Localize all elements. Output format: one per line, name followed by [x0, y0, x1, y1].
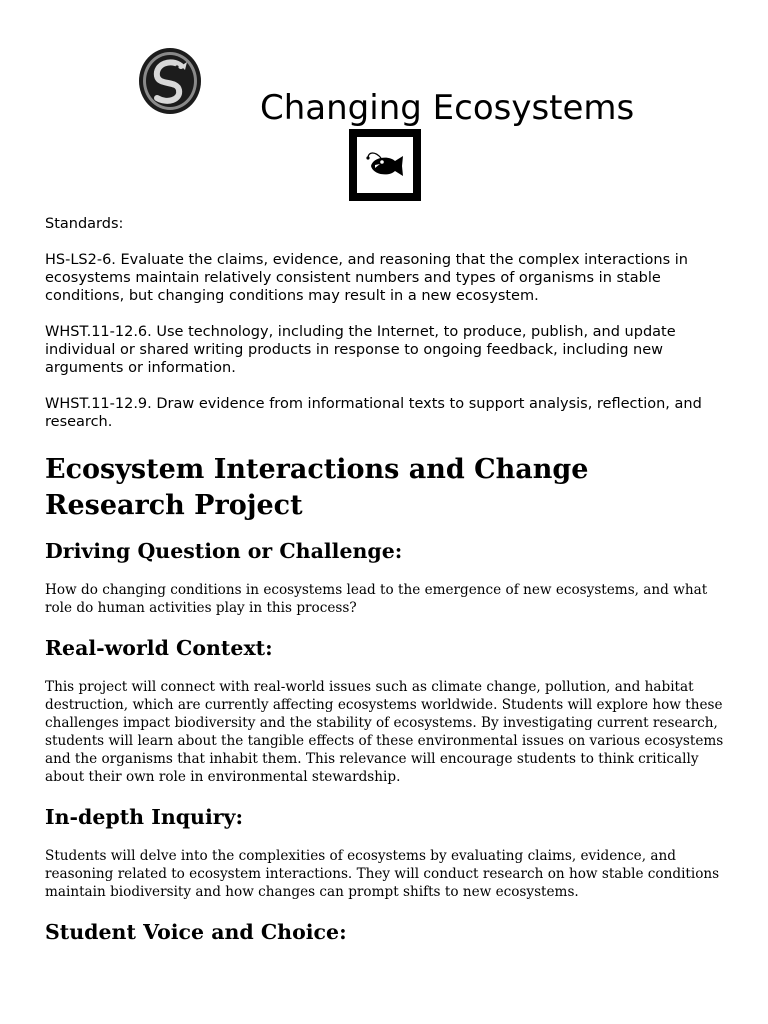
standard-item: WHST.11-12.6. Use technology, including the Internet, to produce, publish, and update individual or shared writing products in response to ongoing feedback, including new arguments or information.	[45, 324, 676, 376]
standards-section	[45, 215, 735, 449]
standard-item: HS-LS2-6. Evaluate the claims, evidence, and reasoning that the complex interactions in ecosystems maintain relatively consistent numbers and types of organisms in stable conditions, but changing conditions may result in a new ecosystem.	[45, 252, 688, 304]
section-text: This project will connect with real-world issues such as climate change, pollution, and habitat destruction, which are currently affecting ecosystems worldwide. Students will explore how these challenges impact biodiversity and the stability of ecosystems. By investigating current research, students will learn about the tangible effects of these environmental issues on various ecosystems and the organisms that inhabit them. This relevance will encourage students to think critically about their own role in environmental stewardship.	[45, 679, 724, 785]
badge-frame	[349, 129, 421, 201]
section-heading: Real-world Context:	[45, 636, 273, 660]
dragon-logo-icon	[137, 46, 203, 116]
section-heading: Student Voice and Choice:	[45, 920, 347, 944]
standard-item: WHST.11-12.9. Draw evidence from informational texts to support analysis, reflection, and research.	[45, 396, 702, 430]
project-section	[45, 452, 735, 962]
project-title: Ecosystem Interactions and Change Research Project	[45, 454, 589, 521]
anglerfish-icon	[363, 149, 407, 181]
section-heading: In-depth Inquiry:	[45, 805, 244, 829]
section-text: How do changing conditions in ecosystems lead to the emergence of new ecosystems, and what role do human activities play in this process?	[45, 582, 708, 616]
page-title: Changing Ecosystems	[260, 88, 635, 128]
section-text: Students will delve into the complexities of ecosystems by evaluating claims, evidence, and reasoning related to ecosystem interactions. They will conduct research on how stable conditions maintain biodiversity and how changes can prompt shifts to new ecosystems.	[45, 848, 720, 900]
section-heading: Driving Question or Challenge:	[45, 539, 403, 563]
standards-heading: Standards:	[45, 216, 124, 232]
